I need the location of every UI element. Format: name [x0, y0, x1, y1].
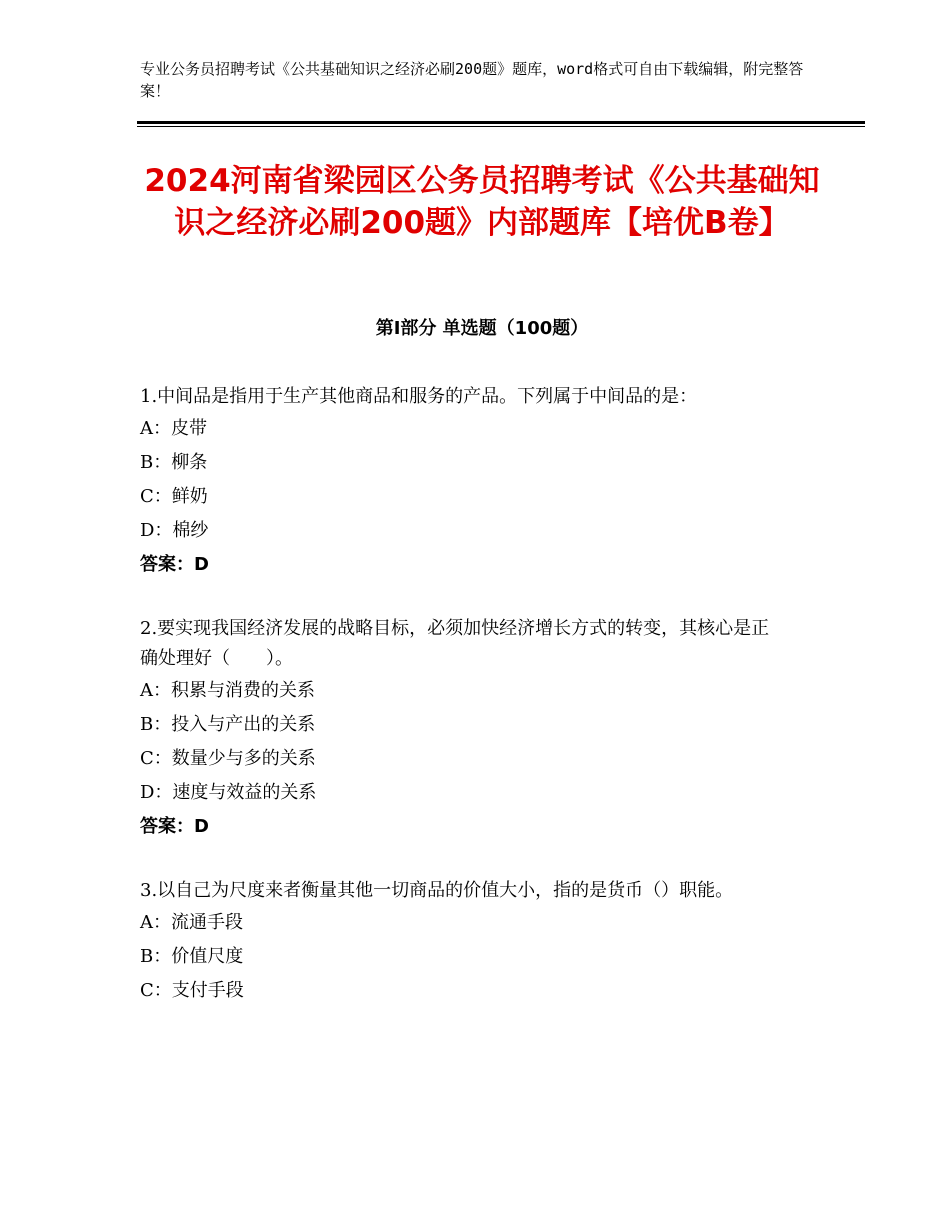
option-d: D：棉纱: [140, 520, 209, 541]
header-divider-thick: [137, 121, 865, 124]
answer: 答案：D: [140, 554, 209, 575]
option-d: D：速度与效益的关系: [140, 782, 317, 803]
answer: 答案：D: [140, 816, 209, 837]
option-b: B：价值尺度: [140, 946, 244, 967]
option-c: C：鲜奶: [140, 486, 208, 507]
option-a: A：皮带: [140, 418, 207, 439]
question-3: [140, 876, 830, 1008]
header-note: 专业公务员招聘考试《公共基础知识之经济必刷200题》题库，word格式可自由下载编辑，附完整答案！: [140, 60, 804, 100]
question-2: [140, 614, 830, 844]
document-title: 2024河南省梁园区公务员招聘考试《公共基础知识之经济必刷200题》内部题库【培优B卷】: [144, 163, 820, 241]
question-list: [140, 382, 830, 1040]
question-stem: 1.中间品是指用于生产其他商品和服务的产品。下列属于中间品的是：: [140, 386, 698, 407]
option-c: C：数量少与多的关系: [140, 748, 316, 769]
option-c: C：支付手段: [140, 980, 244, 1001]
section-title: 第Ⅰ部分 单选题（100题）: [375, 318, 589, 339]
header-divider-thin: [137, 126, 865, 127]
question-1: [140, 382, 830, 582]
question-stem: 3.以自己为尺度来者衡量其他一切商品的价值大小，指的是货币（）职能。: [140, 880, 734, 901]
option-b: B：柳条: [140, 452, 208, 473]
question-stem: 2.要实现我国经济发展的战略目标，必须加快经济增长方式的转变，其核心是正确处理好（ ）。: [140, 618, 770, 669]
option-b: B：投入与产出的关系: [140, 714, 316, 735]
option-a: A：积累与消费的关系: [140, 680, 315, 701]
option-a: A：流通手段: [140, 912, 243, 933]
